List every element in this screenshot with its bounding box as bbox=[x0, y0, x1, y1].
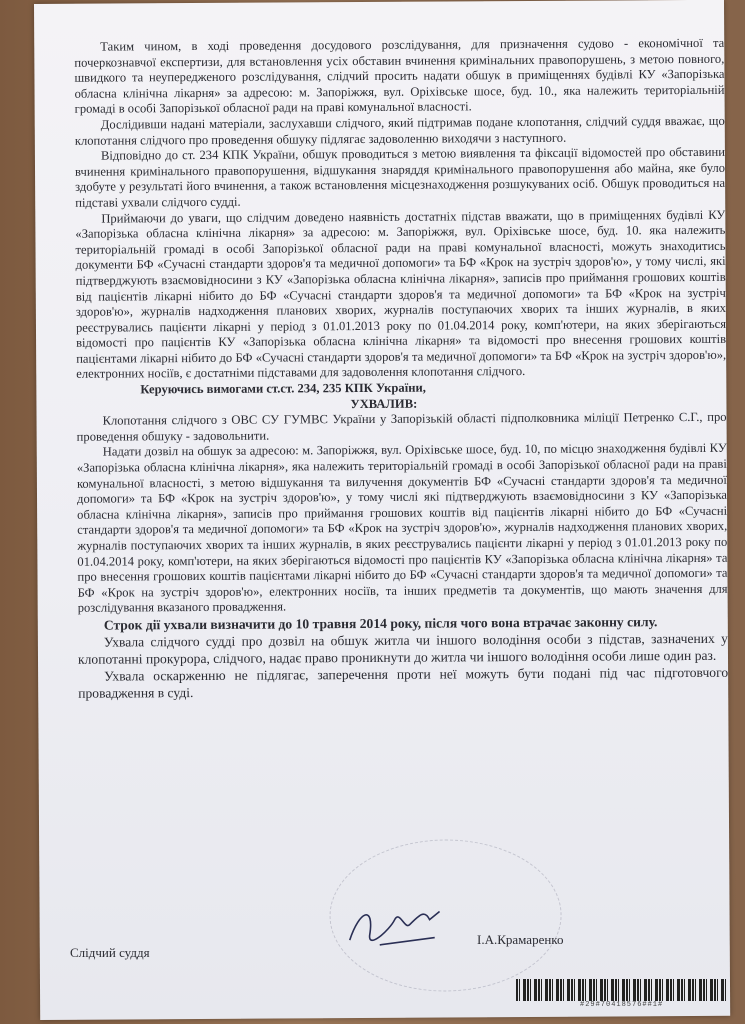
paragraph-4: Приймаючи до уваги, що слідчим доведено наявність достатніх підстав вважати, що в приміщеннях будівлі КУ «Запорізька обласна клінічна лікарня» за адресою: м. Запоріжжя, вул. Оріхівське шосе, буд. 10. яка належить територіальній громаді в особі Запорізької обласної ради на праві комунальної власності, можуть знаходитись документи БФ «Сучасні стандарти здоров'я та медичної допомоги» та БФ «Крок на зустріч здоров'ю», у тому числі, які підтверджують взаємовідносини з КУ «Запорізька обласна клінічна лікарня», записів про приймання грошових коштів від пацієнтів лікарні нібито до БФ «Сучасні стандарти здоров'я та медичної допомоги» та БФ «Крок на зустріч здоров'ю», журналів надходження планових хворих, журналів поступаючих хворих та інших журналів, в яких реєструвались пацієнти лікарні у період з 01.01.2013 року по 01.04.2014 року, комп'ютери, на яких зберігаються відомості про пацієнтів КУ «Запорізька обласна клінічна лікарня» та відомості про внесення грошових коштів пацієнтами лікарні нібито до БФ «Сучасні стандарти здоров'я та медичної допомоги» та БФ «Крок на зустріч здоров'ю», електронних носіїв, є достатніми підставами для задоволення клопотання слідчого. bbox=[75, 207, 727, 382]
validity-paragraph: Строк дії ухвали визначити до 10 травня 2014 року, після чого вона втрачає законну силу. bbox=[103, 614, 658, 633]
paragraph-5: Клопотання слідчого з ОВС СУ ГУМВС України у Запорізькій області підполковника міліції Петренко С.Г., про проведення обшуку - задовольнити. bbox=[76, 410, 727, 444]
ruled-heading: УХВАЛИВ: bbox=[350, 396, 418, 411]
ruling-heading bbox=[76, 379, 726, 414]
document-page bbox=[34, 0, 730, 1020]
paragraph-1: Таким чином, в ході проведення досудового розслідування, для призначення судово - економічної та почеркознавчої експертизи, для встановлення усіх обставин вчинення кримінальних правопорушень, з метою повного, швидкого та неупередженого розслідування, слідчий просить надати обшук в приміщеннях будівлі КУ «Запорізька обласна клінічна лікарня» за адресою: м. Запоріжжя, вул. Оріхівське шосе, буд. 10., яка належить територіальній громаді в особі Запорізької обласної ради на праві комунальної власності. bbox=[74, 35, 725, 117]
signature-label: Слідчий суддя bbox=[70, 945, 150, 960]
paragraph-3: Відповідно до ст. 234 КПК України, обшук проводиться з метою виявлення та фіксації відомостей про обставини вчинення кримінального правопорушення, відшукання знаряддя кримінального правопорушення або майна, яке було здобуте у результаті його вчинення, а також встановлення місцезнаходження розшукуваних осіб. Обшук проводиться на підставі ухвали слідчого судді. bbox=[74, 144, 726, 210]
judge-name: І.А.Крамаренко bbox=[477, 932, 564, 947]
paragraph-2: Дослідивши надані матеріали, заслухавши слідчого, який підтримав подане клопотання, слідчий суддя вважає, що клопотання слідчого про проведення обшуку підлягає задоволенню виходячи з наступного. bbox=[74, 113, 725, 148]
paragraph-8: Ухвала слідчого судді про дозвіл на обшук житла чи іншого володіння особи з підстав, зазначених у клопотанні прокурора, слідчого, надає право проникнути до житла чи іншого володіння особи лише один раз. bbox=[77, 630, 728, 667]
guided-by-line: Керуючись вимогами ст.ст. 234, 235 КПК України, bbox=[140, 380, 426, 397]
paragraph-9: Ухвала оскарженню не підлягає, заперечення проти неї можуть бути подані під час підготовчого провадження в суді. bbox=[78, 664, 729, 701]
document-body bbox=[74, 36, 728, 702]
barcode-number: #29#70418576##1# bbox=[580, 1001, 664, 1009]
barcode bbox=[516, 979, 726, 1001]
paragraph-6: Надати дозвіл на обшук за адресою: м. Запоріжжя, вул. Оріхівське шосе, буд. 10, по місцю знаходження будівлі КУ «Запорізька обласна клінічна лікарня», яка належить територіальній громаді в особі Запорізької обласної ради на праві комунальної власності, з метою відшукання та вилучення документів БФ «Сучасні стандарти здоров'я та медичної допомоги» та БФ «Крок на зустріч здоров'ю», у тому числі які підтверджують взаємовідносини з КУ «Запорізька обласна клінічна лікарня», записів про приймання грошових коштів від пацієнтів лікарні нібито до БФ «Сучасні стандарти здоров'я та медичної допомоги» та БФ «Крок на зустріч здоров'ю», журналів надходження планових хворих, журналів поступаючих хворих та інших журналів, в яких реєструвались пацієнти лікарні у період з 01.01.2013 року по 01.04.2014 року, комп'ютери, на яких зберігаються відомості про пацієнтів КУ «Запорізька обласна клінічна лікарня» та про внесення грошових коштів пацієнтами лікарні нібито до БФ «Сучасні стандарти здоров'я та медичної допомоги» та БФ «Крок на зустріч здоров'ю», електронних носіїв, та інших предметів та документів, що мають значення для розслідування вказаного провадження. bbox=[76, 441, 728, 616]
handwritten-signature bbox=[339, 889, 459, 960]
